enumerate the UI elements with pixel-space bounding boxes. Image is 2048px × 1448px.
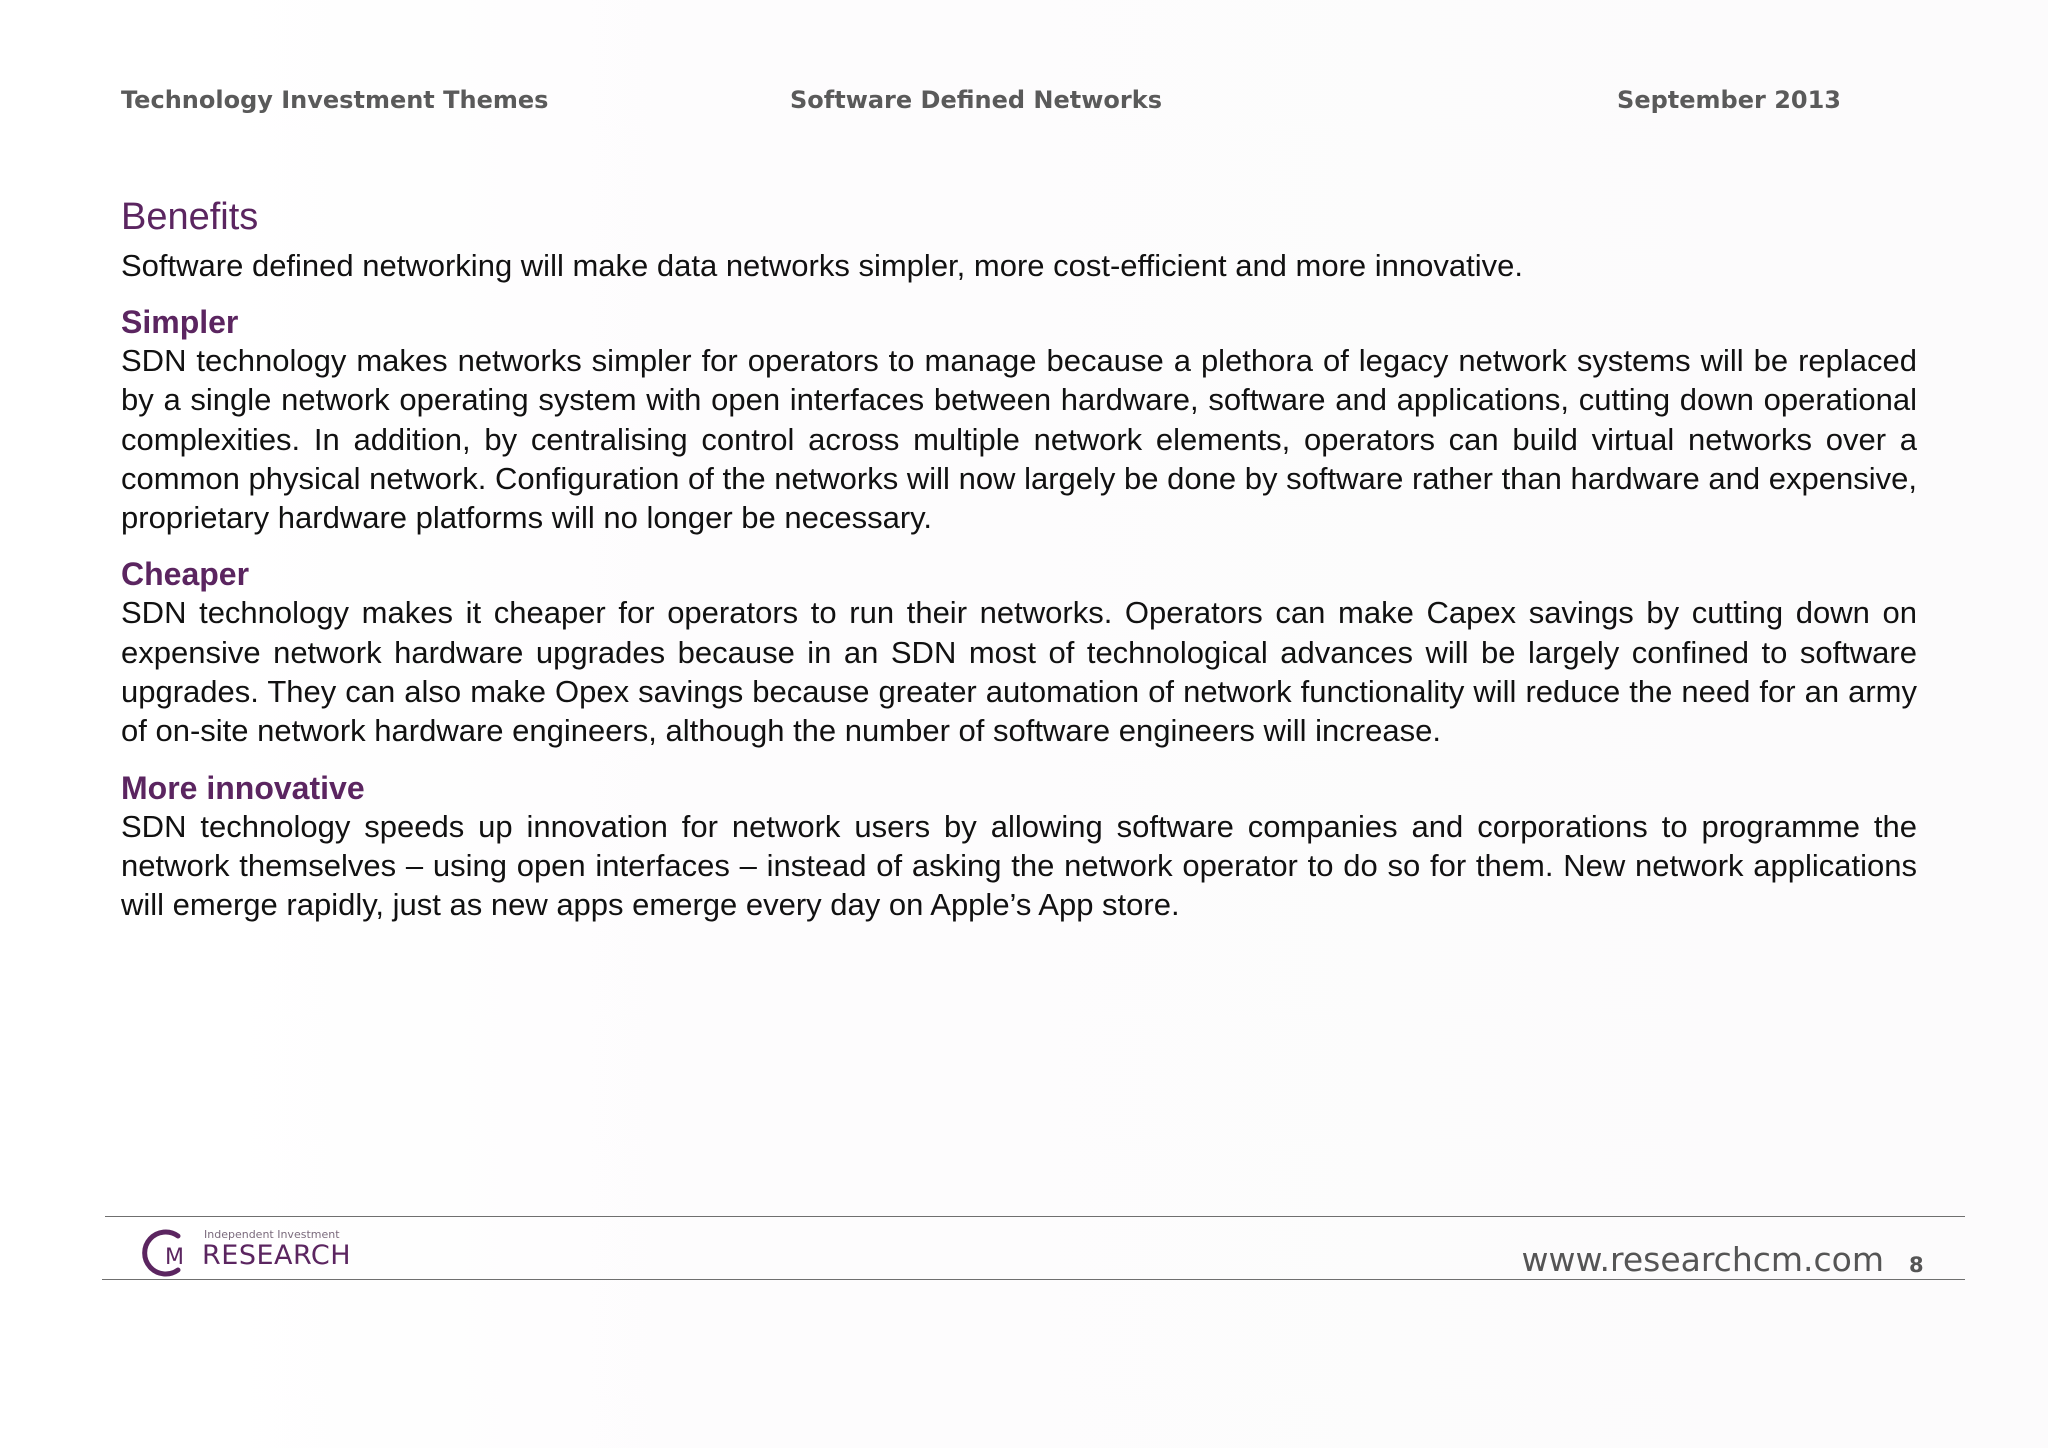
logo-subtitle: Independent Investment	[204, 1228, 340, 1241]
cm-research-logo	[142, 1226, 382, 1280]
page-header	[121, 86, 1841, 120]
logo-wordmark: RESEARCH	[202, 1240, 352, 1271]
page-number: 8	[1909, 1253, 1924, 1277]
website-link[interactable]: www.researchcm.com	[1521, 1240, 1884, 1279]
benefit-paragraph: SDN technology makes it cheaper for operators to run their networks. Operators can make Capex savings by cutting down on expensive network hardware upgrades because in an SDN most of technological advances will be largely confined to software upgrades. They can also make Opex savings because greater automation of network functionality will reduce the need for an army of on-site network hardware engineers, although the number of software engineers will increase.	[121, 595, 1917, 749]
header-topic: Software Defined Networks	[790, 86, 1162, 114]
intro-paragraph: Software defined networking will make data networks simpler, more cost-efficient and more innovative.	[121, 248, 1523, 283]
footer-divider-top	[105, 1216, 1965, 1217]
section-title: Benefits	[121, 196, 259, 238]
header-report-series: Technology Investment Themes	[121, 86, 549, 114]
benefit-paragraph: SDN technology makes networks simpler for operators to manage because a plethora of legacy network systems will be replaced by a single network operating system with open interfaces between hardware, software and applications, cutting down operational complexities. In addition, by centralising control across multiple network elements, operators can build virtual networks over a common physical network. Configuration of the networks will now largely be done by software rather than hardware and expensive, proprietary hardware platforms will no longer be necessary.	[121, 343, 1917, 536]
benefit-cheaper	[121, 555, 1917, 750]
benefit-heading: More innovative	[121, 769, 365, 806]
benefit-more-innovative	[121, 769, 1917, 925]
benefit-heading: Cheaper	[121, 556, 250, 593]
benefit-heading: Simpler	[121, 304, 239, 340]
cm-logo-icon	[142, 1226, 202, 1280]
benefit-paragraph: SDN technology speeds up innovation for network users by allowing software companies and corporations to programme the network themselves – using open interfaces – instead of asking the network operator to do so for them. New network applications will emerge rapidly, just as new apps emerge every day on Apple’s App store.	[121, 808, 1917, 923]
main-content	[121, 192, 1917, 925]
header-date: September 2013	[1617, 86, 1841, 114]
benefit-simpler	[121, 303, 1917, 537]
footer-divider-bottom	[102, 1279, 1965, 1280]
logo-letter: M	[165, 1245, 184, 1270]
